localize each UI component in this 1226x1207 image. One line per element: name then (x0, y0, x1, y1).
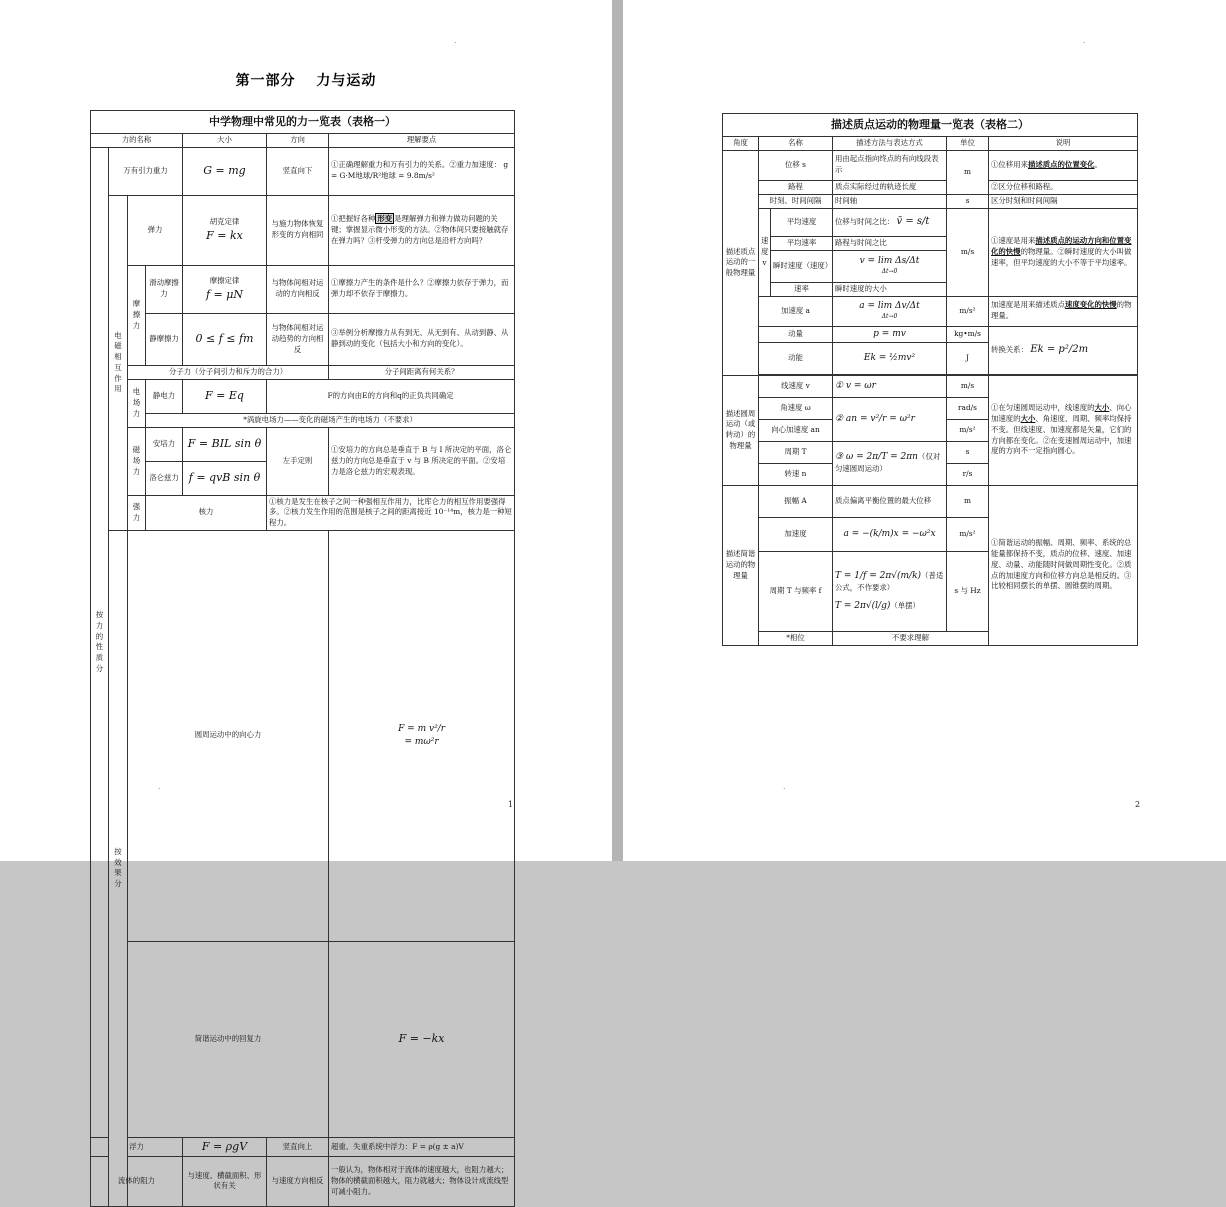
path-desc: 质点实际经过的轨迹长度 (833, 180, 947, 194)
qty-inst-velocity: 瞬时速度（速度） (771, 250, 833, 282)
static-notes: ③举例分析摩擦力从有到无、从无到有、从动到静、从静到动的变化（包括大小和方向的变化）。 (329, 313, 515, 365)
static-direction: 与物体间相对运动趋势的方向相反 (267, 313, 329, 365)
qty-amplitude: 振幅 A (759, 485, 833, 517)
shm-note: ①简谐运动的振幅、周期、频率、系统的总能量都保持不变，质点的位移、速度、加速度、动量、动能随时间做周期性变化。②质点的加速度方向和位移方向总是相反的。③比较相同摆长的单摆、圆锥摆的周期。 (989, 485, 1138, 645)
displacement-desc: 用由起点指向终点的有向线段表示 (833, 150, 947, 180)
centripetal-formula: F = m v²/r = mω²r (329, 530, 515, 941)
gravity-notes: ①正确理解重力和万有引力的关系。②重力加速度： g = G·M地球/R²地球 = 9.8m/s² (329, 147, 515, 195)
qty-period-frequency: 周期 T 与频率 f (759, 551, 833, 631)
group-nature: 按力的性质分 (91, 147, 109, 1137)
hooke-law: 胡克定律 (209, 216, 240, 226)
group-magnetic: 磁场力 (128, 427, 146, 495)
ampere-formula: F = BIL sin θ (183, 427, 267, 461)
section-title: 第一部分 力与运动 (235, 73, 377, 89)
force-name-ampere: 安培力 (146, 427, 183, 461)
momentum-note: 转换关系： Ek = p²/2m (989, 326, 1138, 374)
period-formula: ③ ω = 2π/T = 2πn（仅对匀速圆周运动） (833, 441, 947, 485)
kinetic-formula: Ek = ½mv² (833, 342, 947, 374)
electrostatic-formula: F = Eq (183, 379, 267, 413)
force-name-gravity: 万有引力重力 (109, 147, 183, 195)
time-note: 区分时刻和时间间隔 (989, 194, 1138, 208)
force-name-sliding: 滑动摩擦力 (146, 265, 183, 313)
phase-desc: 不要求理解 (833, 631, 989, 645)
inst-velocity-formula: v = lim Δs/Δt Δt→0 (833, 250, 947, 282)
qty-avg-speed: 平均速率 (771, 236, 833, 250)
friction-law: 摩擦定律 (209, 275, 240, 285)
force-name-restoring: 简谐运动中的回复力 (128, 941, 329, 1137)
force-name-static: 静摩擦力 (146, 313, 183, 365)
force-name-drag: 流体的阻力 (91, 1156, 183, 1206)
force-name-buoyancy: 浮力 (91, 1138, 183, 1157)
angular-velocity-unit: rad/s (947, 397, 989, 419)
drag-size: 与速度、横截面积、形状有关 (183, 1156, 267, 1206)
qty-linear-velocity: 线速度 v (759, 375, 833, 397)
force-name-centripetal: 圆周运动中的向心力 (128, 530, 329, 941)
speed-unit: m/s (947, 208, 989, 296)
amplitude-unit: m (947, 485, 989, 517)
speed-note: ①速度是用来描述质点的运动方向和位置变化的快慢的物理量。②瞬时速度的大小叫做速率，但平均速度的大小不等于平均速率。 (989, 208, 1138, 296)
centripetal-accel-formula: ② an = v²/r = ω²r (833, 397, 947, 441)
molecular-force: 分子力（分子间引力和斥力的合力） (128, 365, 329, 379)
sliding-notes: ①摩擦力产生的条件是什么？②摩擦力依存于弹力，而弹力却不依存于摩擦力。 (329, 265, 515, 313)
shm-period-unit: s 与 Hz (947, 551, 989, 631)
col-header: 名称 (759, 136, 833, 150)
page-number: 1 (508, 800, 514, 809)
gravity-formula: G = mg (183, 147, 267, 195)
col-header: 理解要点 (329, 133, 515, 147)
acceleration-formula: a = lim Δv/Δt Δt→0 (833, 296, 947, 326)
qty-displacement: 位移 s (759, 150, 833, 180)
group-circular: 描述圆周运动（或转动）的物理量 (723, 375, 759, 485)
table-title: 中学物理中常见的力一览表（表格一） (91, 111, 515, 134)
force-name-lorentz: 洛仑兹力 (146, 461, 183, 495)
elastic-notes: ①把握好各种 形变 是理解弹力和弹力做功问题的关键；掌握显示微小形变的方法。②物体间只要接触就存在弹力吗？③杆受弹力的方向总是沿杆方向吗？ (329, 195, 515, 265)
displacement-unit: m (947, 150, 989, 194)
qty-centripetal-accel: 向心加速度 an (759, 419, 833, 441)
page-top-dot: . (1083, 36, 1086, 45)
qty-momentum: 动量 (759, 326, 833, 342)
rotation-speed-unit: r/s (947, 463, 989, 485)
centripetal-accel-unit: m/s² (947, 419, 989, 441)
page-number: 2 (1135, 800, 1141, 809)
qty-rotation-speed: 转速 n (759, 463, 833, 485)
qty-phase: *相位 (759, 631, 833, 645)
shm-period-formula: T = 1/f = 2π√(m/k)（普适公式，不作要求） T = 2π√(l/g)（单摆） (833, 551, 947, 631)
circular-note: ①在匀速圆周运动中，线速度的大小、向心加速度的大小、角速度、周期、频率均保持不变。但线速度、加速度都是矢量，它们的方向都在变化。②在变速圆周运动中，加速度的方向不一定指向圆心。 (989, 375, 1138, 485)
buoyancy-formula: F = ρgV (183, 1138, 267, 1157)
forces-table (90, 110, 515, 1207)
group-strong: 强力 (128, 495, 146, 530)
static-formula: 0 ≤ f ≤ fm (183, 313, 267, 365)
vortex-field-force: *涡旋电场力——变化的磁场产生的电场力（不要求） (146, 413, 515, 427)
period-unit: s (947, 441, 989, 463)
acceleration-unit: m/s² (947, 296, 989, 326)
page-bottom-dot: . (783, 782, 786, 791)
qty-period: 周期 T (759, 441, 833, 463)
acceleration-note: 加速度是用来描述质点速度变化的快慢的物理量。 (989, 296, 1138, 326)
left-hand-rule: 左手定则 (267, 427, 329, 495)
restoring-formula: F = −kx (329, 941, 515, 1137)
group-shm: 描述简谐运动的物理量 (723, 485, 759, 645)
drag-notes: 一般认为，物体相对于流体的速度越大，也阻力越大；物体的横截面积越大，阻力就越大；物体设计成流线型可减小阻力。 (329, 1156, 515, 1206)
group-effect: 按效果分 (109, 530, 128, 1206)
buoyancy-notes: 超重、失重系统中浮力：F = ρ(g ± a)V (329, 1138, 515, 1157)
group-general: 描述质点运动的一般物理量 (723, 150, 759, 375)
electrostatic-notes: F的方向由E的方向和q的正负共同确定 (267, 379, 515, 413)
momentum-unit: kg•m/s (947, 326, 989, 342)
qty-kinetic-energy: 动能 (759, 342, 833, 374)
col-header: 角度 (723, 136, 759, 150)
col-header: 方向 (267, 133, 329, 147)
force-name-elastic: 弹力 (128, 195, 183, 265)
qty-avg-velocity: 平均速度 (771, 208, 833, 236)
force-name-electrostatic: 静电力 (146, 379, 183, 413)
elastic-direction: 与施力物体恢复形变的方向相同 (267, 195, 329, 265)
group-speed: 速度 v (759, 208, 771, 296)
page-gap (612, 0, 623, 861)
qty-speed: 速率 (771, 282, 833, 296)
col-header: 说明 (989, 136, 1138, 150)
page-top-dot: . (454, 36, 457, 45)
kinetic-unit: J (947, 342, 989, 374)
qty-acceleration: 加速度 a (759, 296, 833, 326)
force-name-nuclear: 核力 (146, 495, 267, 530)
qty-angular-velocity: 角速度 ω (759, 397, 833, 419)
buoyancy-direction: 竖直向上 (267, 1138, 329, 1157)
drag-direction: 与速度方向相反 (267, 1156, 329, 1206)
page-1 (0, 0, 612, 1196)
sliding-direction: 与物体间相对运动的方向相反 (267, 265, 329, 313)
linear-velocity-unit: m/s (947, 375, 989, 397)
time-desc: 时间轴 (833, 194, 947, 208)
col-header: 单位 (947, 136, 989, 150)
amplitude-desc: 质点偏离平衡位置的最大位移 (833, 485, 947, 517)
col-header: 力的名称 (91, 133, 183, 147)
group-electric: 电场力 (128, 379, 146, 427)
shm-accel-unit: m/s² (947, 517, 989, 551)
linear-velocity-formula: ① v = ωr (833, 375, 947, 397)
lorentz-formula: f = qvB sin θ (183, 461, 267, 495)
qty-shm-acceleration: 加速度 (759, 517, 833, 551)
deformation-highlight: 形变 (377, 214, 393, 224)
molecular-notes: 分子间距离有何关系？ (329, 365, 515, 379)
elastic-formula: F = kx (206, 228, 243, 242)
speed-desc: 瞬时速度的大小 (833, 282, 947, 296)
shm-accel-formula: a = −(k/m)x = −ω²x (833, 517, 947, 551)
magnetic-notes: ①安培力的方向总是垂直于 B 与 I 所决定的平面，洛仑兹力的方向总是垂直于 v 与 B 所决定的平面。②安培力是洛仑兹力的宏观表现。 (329, 427, 515, 495)
kinematics-table (722, 113, 1138, 646)
path-note: ②区分位移和路程。 (989, 180, 1138, 194)
avg-velocity-desc: 位移与时间之比： v̄ = s/t (833, 208, 947, 236)
group-electromagnetic: 电磁相互作用 (109, 195, 128, 530)
qty-path: 路程 (759, 180, 833, 194)
avg-speed-desc: 路程与时间之比 (833, 236, 947, 250)
table-title: 描述质点运动的物理量一览表（表格二） (723, 114, 1138, 137)
sliding-formula: f = μN (205, 287, 244, 301)
gravity-direction: 竖直向下 (267, 147, 329, 195)
group-friction: 摩擦力 (128, 265, 146, 365)
displacement-note: ①位移用来描述质点的位置变化。 (989, 150, 1138, 180)
qty-time: 时刻、时间间隔 (759, 194, 833, 208)
time-unit: s (947, 194, 989, 208)
page-2 (623, 0, 1226, 861)
momentum-formula: p = mv (833, 326, 947, 342)
col-header: 大小 (183, 133, 267, 147)
nuclear-notes: ①核力是发生在核子之间一种强相互作用力，比库仑力的相互作用要强得多。②核力发生作用的范围是核子之间的距离接近 10⁻¹⁴m，核力是一种短程力。 (267, 495, 515, 530)
col-header: 描述方法与表达方式 (833, 136, 947, 150)
page-bottom-dot: . (158, 782, 161, 791)
